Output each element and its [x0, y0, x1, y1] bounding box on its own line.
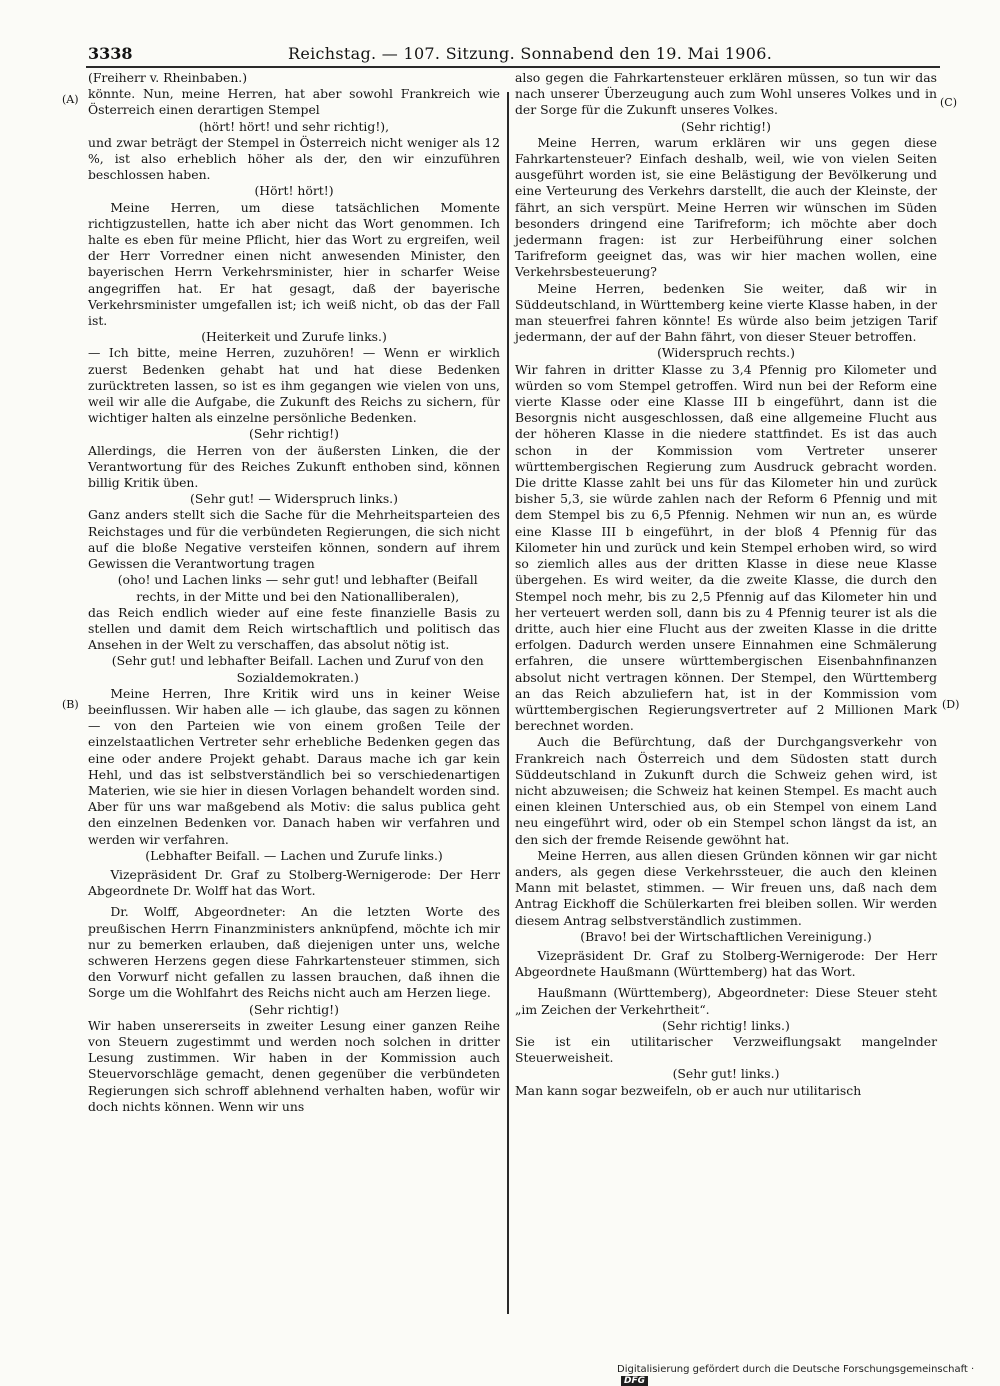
margin-mark-d: (D)	[942, 698, 960, 711]
interjection: (hört! hört! und sehr richtig!),	[198, 118, 390, 134]
paragraph: — Ich bitte, meine Herren, zuzuhören! — Wenn er wirklich zuerst Bedenken gehabt hat und hat diese Bedenken zurücktreten lassen, so ist es ihm gegangen wie vielen von uns, weil wir alle die Aufgabe, die Zukunft des Reichs zu sichern, für wichtiger halten als einzelne persönliche Bedenken.	[88, 345, 500, 426]
paragraph: also gegen die Fahrkartensteuer erklären müssen, so tun wir das nach unserer Überzeugung auch zum Wohl unseres Volkes und in der Sorge für die Zukunft unseres Volkes.	[515, 70, 937, 118]
paragraph: Allerdings, die Herren von der äußersten Linken, die der Verantwortung für des Reiches Zukunft enthoben sind, können billig Kritik üben.	[88, 442, 500, 491]
interjection: (Sehr richtig! links.)	[662, 1017, 790, 1033]
interjection: (Sehr richtig!)	[681, 118, 771, 134]
speech-start: Dr. Wolff, Abgeordneter: An die letzten Worte des preußischen Herrn Finanzministers anknüpfend, möchte ich mir nur zu bemerken erlauben, daß diejenigen unter uns, welche schweren Herzens gegen diese Fahrkartensteuer stimmen, sich den Vorwurf nicht gefallen zu lassen brauchen, daß ihnen die Sorge um die Wohlfahrt des Reichs nicht auch am Herzen liege.	[88, 904, 500, 1001]
paragraph: Meine Herren, warum erklären wir uns gegen diese Fahrkartensteuer? Einfach deshalb, weil, wie von vielen Seiten ausgeführt worden ist, sie eine Belästigung der Bevölkerung und eine Verteurung des Verkehrs darstellt, die auch der Kleinste, der fährt, an sich verspürt. Meine Herren wir wünschen im Süden besonders dringend eine Tarifreform; ich möchte aber doch jedermann fragen: ist zur Herbeiführung einer solchen Tarifreform geeignet das, was wir hier machen wollen, eine Verkehrsbesteuerung?	[515, 134, 937, 280]
page-number: 3338	[88, 44, 133, 63]
paragraph: Auch die Befürchtung, daß der Durchgangsverkehr von Frankreich nach Österreich und dem Südosten statt durch Süddeutschland in Zukunft durch die Schweiz gehen wird, ist nicht abzuweisen; die Schweiz hat keinen Stempel. Es macht auch einen kleinen Unterschied aus, ob ein Stempel von einem Land neu eingeführt wird, oder ob ein Stempel schon längst da ist, an den sich der fremde Reisende gewöhnt hat.	[515, 734, 937, 847]
dfg-logo: DFG	[621, 1376, 648, 1386]
speaker-intro: Vizepräsident Dr. Graf zu Stolberg-Wernigerode: Der Herr Abgeordnete Dr. Wolff hat das Wort.	[88, 866, 500, 899]
interjection: (Hört! hört!)	[254, 183, 334, 199]
paragraph: Ganz anders stellt sich die Sache für die Mehrheitsparteien des Reichstages und für die verbündeten Regierungen, die sich nicht auf die bloße Negative versteifen können, sondern auf ihrem Gewissen die Verantwortung tragen	[88, 507, 500, 572]
paragraph: und zwar beträgt der Stempel in Österreich nicht weniger als 12 %, ist also erheblich höher als der, den wir einzuführen beschlossen haben.	[88, 134, 500, 183]
paragraph: könnte. Nun, meine Herren, hat aber sowohl Frankreich wie Österreich einen derartigen Stempel	[88, 86, 500, 118]
paragraph: Meine Herren, aus allen diesen Gründen können wir gar nicht anders, als gegen diese Verkehrssteuer, die auch den kleinen Mann mit belastet, stimmen. — Wir freuen uns, daß nach dem Antrag Eickhoff die Schülerkarten frei bleiben sollen. Wir werden diesem Antrag selbstverständlich zustimmen.	[515, 847, 937, 928]
paragraph: Sie ist ein utilitarischer Verzweiflungsakt mangelnder Steuerweisheit.	[515, 1033, 937, 1066]
speaker-intro: Vizepräsident Dr. Graf zu Stolberg-Wernigerode: Der Herr Abgeordnete Haußmann (Württemberg) hat das Wort.	[515, 947, 937, 980]
right-column	[515, 70, 937, 1099]
interjection: (Sehr gut! links.)	[672, 1066, 780, 1082]
footer-text: Digitalisierung gefördert durch die Deutsche Forschungsgemeinschaft ·	[617, 1364, 975, 1375]
interjection: (Sehr gut! und lebhafter Beifall. Lachen und Zuruf von den Sozialdemokraten.)	[111, 653, 484, 685]
speaker-continuation: (Freiherr v. Rheinbaben.)	[88, 70, 248, 85]
left-column	[88, 70, 500, 1115]
margin-mark-c: (C)	[940, 96, 957, 109]
header-rule	[86, 66, 940, 68]
interjection: (Widerspruch rechts.)	[657, 345, 795, 361]
paragraph: Man kann sogar bezweifeln, ob er auch nur utilitarisch	[515, 1082, 862, 1098]
paragraph: das Reich endlich wieder auf eine feste finanzielle Basis zu stellen und damit dem Reich wirtschaftlich und politisch das Ansehen in der Welt zu verschaffen, das absolut nötig ist.	[88, 604, 500, 653]
interjection: (Bravo! bei der Wirtschaftlichen Vereinigung.)	[580, 928, 872, 944]
running-title: Reichstag. — 107. Sitzung. Sonnabend den 19. Mai 1906.	[288, 44, 773, 63]
interjection: (Heiterkeit und Zurufe links.)	[201, 329, 387, 345]
interjection: (Sehr richtig!)	[249, 426, 339, 442]
page-header	[88, 44, 938, 68]
interjection: (oho! und Lachen links — sehr gut! und lebhafter (Beifall rechts, in der Mitte und bei den Nationalliberalen),	[117, 572, 478, 604]
paragraph: Meine Herren, Ihre Kritik wird uns in keiner Weise beeinflussen. Wir haben alle — ich glaube, das sagen zu können — von den Parteien wie von einem großen Teile der einzelstaatlichen Vertreter sehr erhebliche Bedenken gegen das eine oder andere Projekt gehabt. Daraus mache ich gar kein Hehl, und das ist selbstverständlich bei so verschiedenartigen Materien, wie sie hier in diesen Vorlagen behandelt worden sind. Aber für uns war maßgebend als Motiv: die salus publica geht den einzelnen Bedenken vor. Danach haben wir verfahren und werden wir verfahren.	[88, 685, 500, 847]
interjection: (Lebhafter Beifall. — Lachen und Zurufe links.)	[145, 847, 443, 863]
margin-mark-a: (A)	[62, 93, 79, 106]
paragraph: Wir fahren in dritter Klasse zu 3,4 Pfennig pro Kilometer und würden so vom Stempel getroffen. Wird nun bei der Reform eine vierte Klasse oder eine Klasse III b eingeführt, dann ist die Besorgnis nicht ausgeschlossen, daß eine allgemeine Flucht aus der höheren Klasse in die niedere stattfindet. Es ist das auch schon in der Kommission vom Vertreter unserer württembergischen Regierung zum Ausdruck gebracht worden. Die dritte Klasse zahlt bei uns für das Kilometer hin und zurück bisher 5,3, sie würde zahlen nach der Reform 6 Pfennig und mit dem Stempel bis zu 6,5 Pfennig. Nehmen wir nun an, es würde eine Klasse III b eingeführt, in der bloß 4 Pfennig für das Kilometer hin und zurück und kein Stempel erhoben wird, so wird so ziemlich alles aus der dritten Klasse in diese neue Klasse übergehen. Es wird weiter, da die zweite Klasse, die durch den Stempel noch mehr, bis zu 2,5 Pfennig auf das Kilometer hin und her verteuert werden soll, dann bis zu 4 Pfennig teurer ist als die dritte, auch hier eine Flucht aus der zweiten Klasse in die dritte erfolgen. Dadurch werden unsere Einnahmen eine Schmälerung erfahren, die unsere württembergischen Eisenbahnfinanzen absolut nicht vertragen können. Der Stempel, den Württemberg an das Reich abzuliefern hat, ist in der Kommission vom württembergischen Regierungsvertreter auf 2 Millionen Mark berechnet worden.	[515, 361, 937, 734]
paragraph: Meine Herren, um diese tatsächlichen Momente richtigzustellen, hatte ich aber nicht das Wort genommen. Ich halte es eben für meine Pflicht, hier das Wort zu ergreifen, weil der Herr Vorredner einen nicht anwesenden Minister, den bayerischen Herrn Verkehrsminister, hier in scharfer Weise angegriffen hat. Er hat gesagt, daß der bayerische Verkehrsminister umgefallen ist; ich weiß nicht, ob das der Fall ist.	[88, 199, 500, 329]
speech-start: Haußmann (Württemberg), Abgeordneter: Diese Steuer steht „im Zeichen der Verkehrtheit“.	[515, 985, 937, 1017]
interjection: (Sehr gut! — Widerspruch links.)	[190, 491, 398, 507]
margin-mark-b: (B)	[62, 698, 79, 711]
paragraph: Meine Herren, bedenken Sie weiter, daß wir in Süddeutschland, in Württemberg keine vierte Klasse haben, in der man steuerfrei fahren könnte! Es würde also beim jetzigen Tarif jedermann, der auf der Bahn fährt, von dieser Steuer betroffen.	[515, 280, 937, 345]
paragraph: Wir haben unsererseits in zweiter Lesung einer ganzen Reihe von Steuern zugestimmt und werden noch solchen in dritter Lesung zustimmen. Wir haben in der Kommission auch Steuervorschläge gemacht, denen gegenüber die verbündeten Regierungen sich schroff ablehnend verhalten haben, wofür wir doch nichts können. Wenn wir uns	[88, 1017, 500, 1114]
column-divider	[507, 92, 509, 1314]
interjection: (Sehr richtig!)	[249, 1001, 339, 1017]
